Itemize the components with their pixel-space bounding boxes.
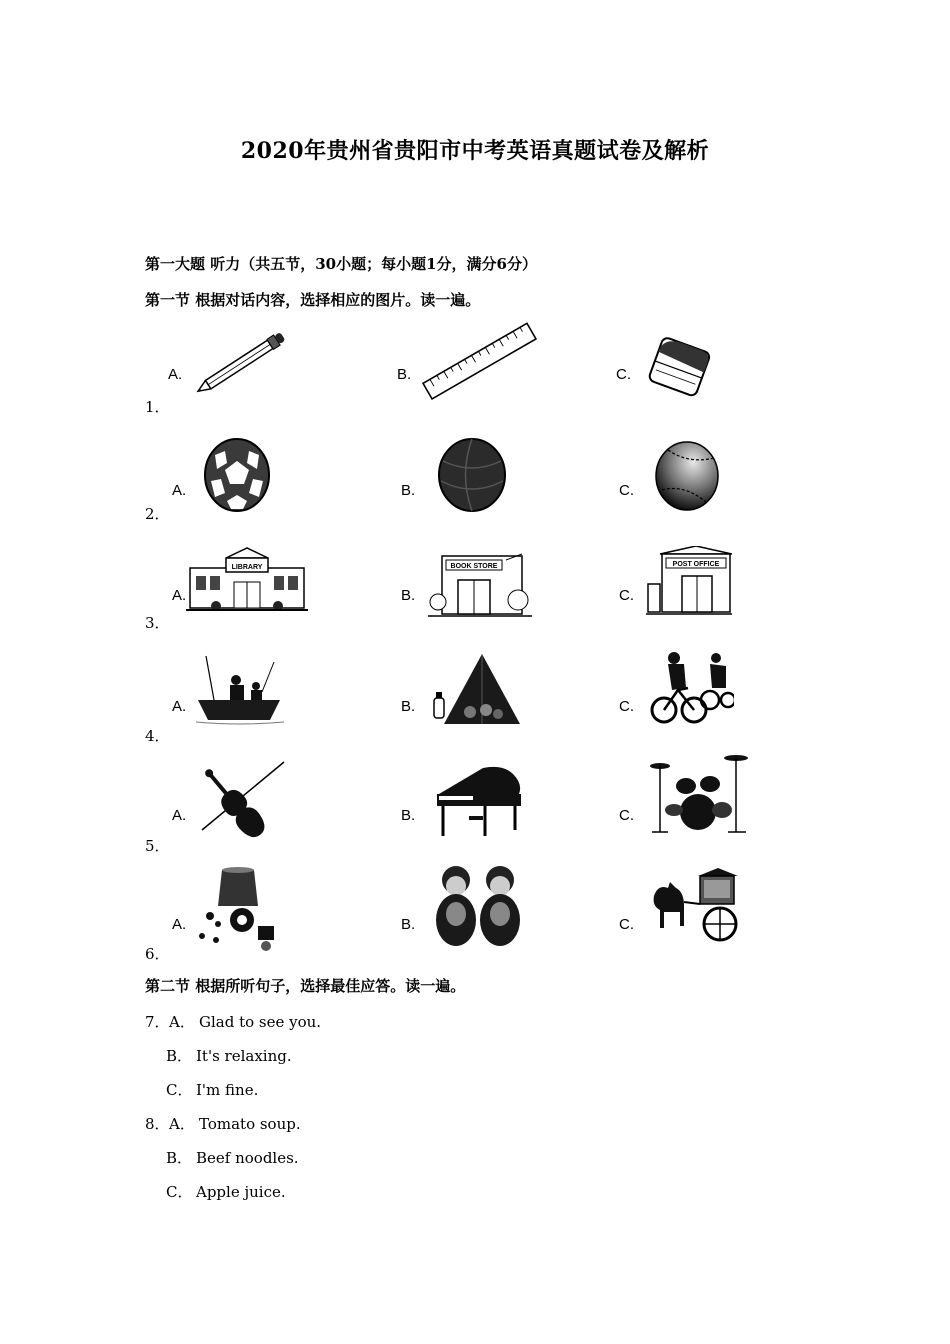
option-c-label[interactable]: C.	[619, 807, 634, 824]
choice-text: Tomato soup.	[199, 1115, 301, 1133]
library-sign: LIBRARY	[231, 564, 263, 571]
pencil-icon	[188, 332, 293, 397]
option-c-label[interactable]: C.	[619, 587, 634, 604]
choice-label: C．	[166, 1183, 193, 1201]
option-b-label[interactable]: B.	[401, 698, 416, 715]
choice-label: C．	[166, 1081, 193, 1099]
option-c-label[interactable]: C.	[619, 698, 634, 715]
cyclists-icon	[650, 648, 734, 730]
horse-carriage-icon	[650, 866, 738, 946]
piano-icon	[433, 764, 525, 840]
choice-text: Apple juice.	[196, 1183, 286, 1201]
eraser-icon	[644, 330, 716, 406]
choice-c[interactable]	[166, 1181, 286, 1202]
option-b-label[interactable]: B.	[401, 807, 416, 824]
option-a-label[interactable]: A.	[172, 807, 187, 824]
part2-heading: 第二节 根据所听句子，选择最佳应答。读一遍。	[145, 977, 466, 995]
choice-text: I'm fine.	[196, 1081, 259, 1099]
bookstore-sign: BOOK STORE	[450, 563, 498, 570]
page-title: 2020年贵州省贵阳市中考英语真题试卷及解析	[240, 138, 710, 164]
post-office-sign: POST OFFICE	[672, 561, 720, 568]
library-building-icon	[186, 546, 308, 614]
question-number: 1．	[145, 398, 170, 416]
question-number: 2．	[145, 505, 170, 523]
option-a-label[interactable]: A.	[172, 916, 187, 933]
baseball-icon	[654, 440, 720, 512]
question-number: 4．	[145, 727, 170, 745]
choice-b[interactable]	[166, 1147, 299, 1168]
bookstore-building-icon	[428, 550, 532, 620]
option-a-label[interactable]: A.	[172, 482, 187, 499]
soccer-ball-icon	[203, 437, 271, 513]
drum-kit-icon	[650, 752, 750, 836]
option-b-label[interactable]: B.	[397, 366, 412, 383]
option-a-label[interactable]: A.	[168, 366, 183, 383]
option-c-label[interactable]: C.	[616, 366, 631, 383]
lantern-icon	[192, 866, 284, 954]
choice-label: B．	[166, 1047, 193, 1065]
violin-icon	[198, 758, 288, 842]
section-heading: 第一大题 听力（共五节，30小题；每小题1分，满分6分）	[145, 255, 537, 273]
question-number: 7．	[145, 1013, 170, 1031]
choice-a[interactable]	[169, 1011, 321, 1032]
part1-heading: 第一节 根据对话内容，选择相应的图片。读一遍。	[145, 291, 481, 309]
post-office-building-icon	[646, 546, 732, 618]
choice-c[interactable]	[166, 1079, 258, 1100]
option-a-label[interactable]: A.	[172, 698, 187, 715]
clay-dolls-icon	[432, 864, 526, 952]
choice-a[interactable]	[169, 1113, 301, 1134]
basketball-icon	[437, 437, 507, 513]
question-number: 8．	[145, 1115, 170, 1133]
choice-text: It's relaxing.	[196, 1047, 292, 1065]
choice-label: B．	[166, 1149, 193, 1167]
choice-label: A．	[169, 1115, 195, 1133]
option-b-label[interactable]: B.	[401, 482, 416, 499]
camping-tent-icon	[432, 652, 524, 728]
fishing-boat-icon	[196, 652, 284, 726]
option-c-label[interactable]: C.	[619, 482, 634, 499]
option-c-label[interactable]: C.	[619, 916, 634, 933]
option-b-label[interactable]: B.	[401, 587, 416, 604]
choice-b[interactable]	[166, 1045, 292, 1066]
question-number: 3．	[145, 614, 170, 632]
choice-text: Glad to see you.	[199, 1013, 322, 1031]
ruler-icon	[416, 322, 544, 402]
choice-label: A．	[169, 1013, 195, 1031]
option-b-label[interactable]: B.	[401, 916, 416, 933]
question-number: 6．	[145, 945, 170, 963]
option-a-label[interactable]: A.	[172, 587, 187, 604]
question-number: 5．	[145, 837, 170, 855]
choice-text: Beef noodles.	[196, 1149, 299, 1167]
